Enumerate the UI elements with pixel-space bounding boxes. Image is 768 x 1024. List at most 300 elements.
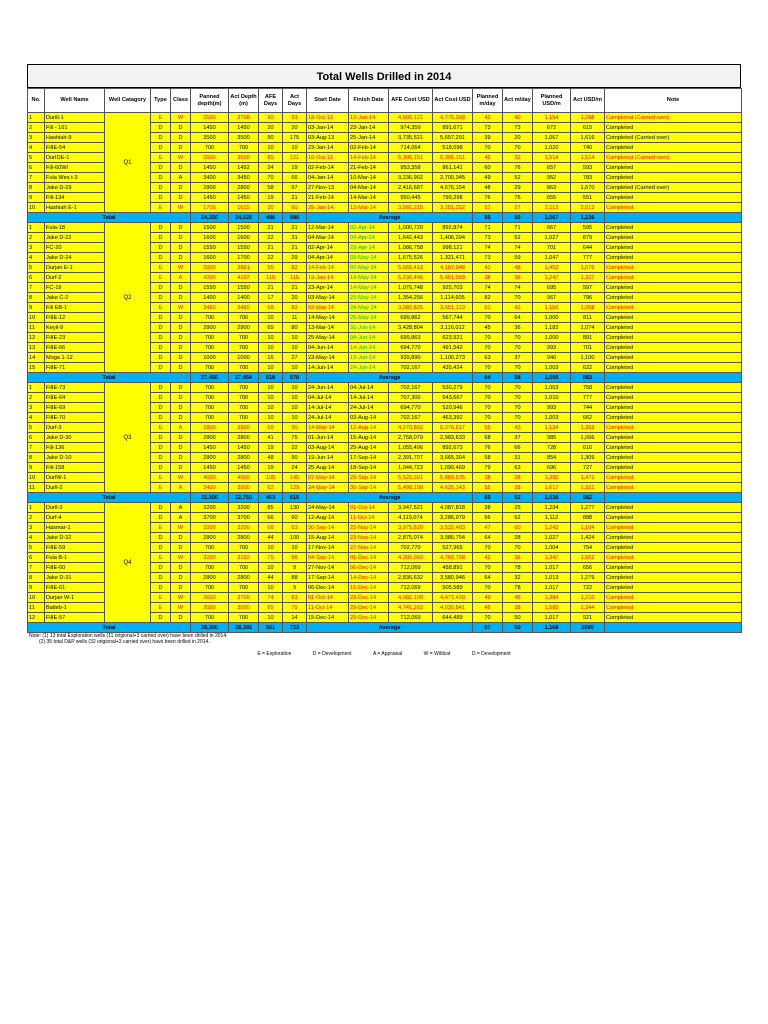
cell-no: 2 — [28, 123, 45, 133]
total-row — [28, 623, 742, 633]
cell-act-days: 10 — [283, 143, 307, 153]
cell-finish-date: 24-May-14 — [349, 303, 389, 313]
cell-finish-date: 25-Jan-14 — [349, 133, 389, 143]
cell-act-cost: 3,286,979 — [433, 513, 473, 523]
cell-planned-depth: 3800 — [191, 423, 229, 433]
cell-well-name: Jake D-30 — [45, 433, 105, 443]
cell-afe-days: 16 — [259, 353, 283, 363]
cell-planned-usdm: 655 — [533, 193, 571, 203]
cell-act-days: 145 — [283, 473, 307, 483]
cell-act-depth: 700 — [229, 383, 259, 393]
cell-planned-depth: 700 — [191, 313, 229, 323]
cell-afe-cost: 5,236,446 — [389, 273, 433, 283]
cell-start-date: 04-Apr-14 — [307, 253, 349, 263]
cell-type: D — [151, 233, 171, 243]
cell-no: 6 — [28, 163, 45, 173]
cell-act-cost: 567,744 — [433, 313, 473, 323]
cell-no: 10 — [28, 593, 45, 603]
cell-finish-date: 23-Dec-14 — [349, 593, 389, 603]
column-header: Well Catagory — [105, 89, 151, 113]
cell-planned-depth: 1400 — [191, 293, 229, 303]
cell-note: Completed — [605, 463, 742, 473]
cell-act-usdm: 811 — [571, 313, 605, 323]
cell-planned-usdm: 1,003 — [533, 413, 571, 423]
cell-no: 6 — [28, 553, 45, 563]
cell-finish-date: 31-Jun-14 — [349, 323, 389, 333]
cell-note: Completed — [605, 583, 742, 593]
cell-act-depth: 3500 — [229, 133, 259, 143]
cell-act-usdm: 1,279 — [571, 573, 605, 583]
cell-type: D — [151, 503, 171, 513]
cell-act-usdm: 1,277 — [571, 503, 605, 513]
cell-planned-mday: 70 — [473, 403, 503, 413]
cell-act-depth: 4107 — [229, 273, 259, 283]
cell-finish-date: 23-Apr-14 — [349, 243, 389, 253]
cell-no: 12 — [28, 613, 45, 623]
cell-type: D — [151, 193, 171, 203]
cell-finish-date: 12-Aug-14 — [349, 423, 389, 433]
cell-finish-date: 29-Dec-14 — [349, 603, 389, 613]
cell-well-name: FilIE-54 — [45, 143, 105, 153]
cell-act-mday: 48 — [503, 263, 533, 273]
cell-act-days: 10 — [283, 383, 307, 393]
cell-planned-depth: 2800 — [191, 183, 229, 193]
cell-planned-depth: 700 — [191, 393, 229, 403]
cell-act-usdm: 1,616 — [571, 133, 605, 143]
cell-afe-cost: 5,498,198 — [389, 483, 433, 493]
avg-planned-mday: 65 — [473, 493, 503, 503]
cell-act-depth: 700 — [229, 333, 259, 343]
cell-act-mday: 70 — [503, 293, 533, 303]
cell-planned-mday: 49 — [473, 173, 503, 183]
cell-well-name: DurlW-1 — [45, 473, 105, 483]
table-row — [28, 503, 742, 513]
total-afe-days: 403 — [259, 493, 283, 503]
cell-class: D — [171, 573, 191, 583]
cell-act-mday: 28 — [503, 483, 533, 493]
cell-act-depth: 3900 — [229, 423, 259, 433]
total-planned-depth: 22,500 — [191, 493, 229, 503]
cell-act-depth: 4000 — [229, 473, 259, 483]
cell-act-days: 10 — [283, 403, 307, 413]
cell-act-cost: 3,251,252 — [433, 203, 473, 213]
cell-afe-cost: 953,358 — [389, 163, 433, 173]
cell-afe-days: 22 — [259, 253, 283, 263]
cell-planned-depth: 2800 — [191, 453, 229, 463]
cell-planned-depth: 3000 — [191, 603, 229, 613]
cell-class: D — [171, 233, 191, 243]
cell-well-name: Durili-1 — [45, 113, 105, 123]
cell-finish-date: 23-Jan-14 — [349, 123, 389, 133]
cell-act-mday: 50 — [503, 613, 533, 623]
cell-planned-usdm: 1,453 — [533, 263, 571, 273]
cell-note: Completed — [605, 353, 742, 363]
cell-afe-cost: 939,890 — [389, 353, 433, 363]
cell-afe-days: 44 — [259, 533, 283, 543]
cell-act-cost: 998,121 — [433, 243, 473, 253]
cell-note: Completed — [605, 503, 742, 513]
cell-class: W — [171, 593, 191, 603]
total-act-days: 680 — [283, 213, 307, 223]
cell-start-date: 02-Apr-14 — [307, 243, 349, 253]
cell-planned-mday: 47 — [473, 523, 503, 533]
cell-note: Completed — [605, 203, 742, 213]
cell-planned-depth: 1550 — [191, 243, 229, 253]
cell-afe-days: 75 — [259, 553, 283, 563]
cell-afe-days: 10 — [259, 583, 283, 593]
column-header: Type — [151, 89, 171, 113]
cell-quarter: Q2 — [105, 223, 151, 373]
cell-act-days: 10 — [283, 343, 307, 353]
cell-act-mday: 31 — [503, 453, 533, 463]
cell-finish-date: 03-May-14 — [349, 253, 389, 263]
cell-planned-mday: 38 — [473, 273, 503, 283]
legend-exploration: E = Exploration — [257, 651, 292, 657]
cell-well-name: Moga 1-12 — [45, 353, 105, 363]
cell-finish-date: 14-Jul-14 — [349, 393, 389, 403]
cell-planned-mday: 60 — [473, 163, 503, 173]
cell-class: D — [171, 313, 191, 323]
cell-finish-date: 06-Dec-14 — [349, 563, 389, 573]
cell-act-days: 21 — [283, 193, 307, 203]
cell-act-cost: 1,100,273 — [433, 353, 473, 363]
cell-start-date: 03-Mar-14 — [307, 303, 349, 313]
cell-afe-days: 10 — [259, 563, 283, 573]
note-2: (2) 35 total D&P wells (32 origional+3 carried over) have been drilled in 2014. — [39, 639, 210, 645]
cell-act-cost: 2,983,633 — [433, 433, 473, 443]
cell-start-date: 16-Oct-13 — [307, 153, 349, 163]
cell-act-depth: 1450 — [229, 463, 259, 473]
cell-finish-date: 15-Dec-14 — [349, 583, 389, 593]
cell-class: W — [171, 553, 191, 563]
cell-start-date: 25-May-14 — [307, 333, 349, 343]
cell-planned-depth: 1450 — [191, 463, 229, 473]
cell-act-mday: 70 — [503, 383, 533, 393]
cell-act-depth: 2800 — [229, 573, 259, 583]
column-header: No. — [28, 89, 45, 113]
cell-finish-date: 04-Mar-14 — [349, 183, 389, 193]
cell-afe-days: 85 — [259, 503, 283, 513]
cell-afe-days: 21 — [259, 243, 283, 253]
avg-act-usdm: 1090 — [571, 623, 605, 633]
cell-act-mday: 29 — [503, 183, 533, 193]
cell-act-usdm: 1,471 — [571, 473, 605, 483]
cell-class: W — [171, 263, 191, 273]
column-header: Class — [171, 89, 191, 113]
cell-planned-mday: 39 — [473, 133, 503, 143]
cell-afe-cost: 3,428,804 — [389, 323, 433, 333]
cell-planned-depth: 3200 — [191, 523, 229, 533]
cell-start-date: 14-Jun-14 — [307, 363, 349, 373]
cell-note: Completed — [605, 173, 742, 183]
cell-act-depth: 700 — [229, 613, 259, 623]
cell-act-cost: 4,187,948 — [433, 263, 473, 273]
cell-act-mday: 36 — [503, 323, 533, 333]
legend-development-2: D = Development — [471, 651, 511, 657]
cell-type: D — [151, 323, 171, 333]
cell-start-date: 12-Aug-14 — [307, 513, 349, 523]
cell-class: D — [171, 393, 191, 403]
cell-start-date: 27-Nov-13 — [307, 183, 349, 193]
cell-afe-days: 20 — [259, 123, 283, 133]
cell-note: Completed — [605, 343, 742, 353]
cell-planned-mday: 73 — [473, 253, 503, 263]
cell-act-days: 10 — [283, 363, 307, 373]
cell-note: Completed — [605, 363, 742, 373]
cell-finish-date: 01-Oct-14 — [349, 503, 389, 513]
cell-class: A — [171, 273, 191, 283]
cell-act-cost: 3,580,946 — [433, 573, 473, 583]
cell-well-name: Jake D-31 — [45, 573, 105, 583]
average-label: Average — [307, 493, 473, 503]
cell-afe-cost: 2,391,707 — [389, 453, 433, 463]
cell-act-depth: 700 — [229, 363, 259, 373]
cell-afe-days: 110 — [259, 273, 283, 283]
column-header: Start Date — [307, 89, 349, 113]
cell-planned-mday: 70 — [473, 413, 503, 423]
cell-act-depth: 1550 — [229, 243, 259, 253]
cell-act-days: 21 — [283, 223, 307, 233]
cell-no: 11 — [28, 603, 45, 613]
cell-no: 3 — [28, 133, 45, 143]
avg-planned-mday: 64 — [473, 373, 503, 383]
cell-start-date: 24-May-14 — [307, 503, 349, 513]
cell-act-days: 9 — [283, 583, 307, 593]
cell-act-cost: 1,406,294 — [433, 233, 473, 243]
cell-afe-cost: 5,665,413 — [389, 263, 433, 273]
cell-no: 8 — [28, 453, 45, 463]
cell-planned-depth: 1600 — [191, 253, 229, 263]
cell-act-cost: 5,276,617 — [433, 423, 473, 433]
column-header: Act USD/m — [571, 89, 605, 113]
cell-afe-days: 22 — [259, 233, 283, 243]
cell-finish-date: 21-Feb-14 — [349, 163, 389, 173]
cell-afe-days: 10 — [259, 403, 283, 413]
cell-well-name: Hashiah-9 — [45, 133, 105, 143]
cell-act-days: 10 — [283, 543, 307, 553]
cell-well-name: FilIE-12 — [45, 313, 105, 323]
cell-afe-cost: 3,735,521 — [389, 133, 433, 143]
cell-afe-cost: 702,167 — [389, 363, 433, 373]
cell-afe-cost: 3,989,825 — [389, 303, 433, 313]
cell-act-mday: 64 — [503, 313, 533, 323]
cell-act-days: 27 — [283, 353, 307, 363]
total-note-blank — [605, 623, 742, 633]
cell-no: 10 — [28, 313, 45, 323]
cell-act-mday: 32 — [503, 153, 533, 163]
cell-no: 11 — [28, 483, 45, 493]
cell-act-mday: 60 — [503, 523, 533, 533]
cell-act-cost: 491,542 — [433, 343, 473, 353]
cell-class: D — [171, 533, 191, 543]
cell-afe-cost: 3,947,521 — [389, 503, 433, 513]
cell-start-date: 14-May-14 — [307, 313, 349, 323]
avg-act-mday: 50 — [503, 623, 533, 633]
cell-act-days: 129 — [283, 483, 307, 493]
cell-act-cost: 458,891 — [433, 563, 473, 573]
cell-finish-date: 04-Apr-14 — [349, 233, 389, 243]
cell-type: D — [151, 143, 171, 153]
cell-type: D — [151, 353, 171, 363]
cell-type: E — [151, 303, 171, 313]
cell-type: E — [151, 473, 171, 483]
cell-planned-depth: 4200 — [191, 273, 229, 283]
cell-act-usdm: 662 — [571, 413, 605, 423]
cell-act-usdm: 644 — [571, 243, 605, 253]
cell-act-cost: 530,279 — [433, 383, 473, 393]
cell-act-days: 115 — [283, 273, 307, 283]
cell-act-mday: 71 — [503, 223, 533, 233]
cell-no: 5 — [28, 263, 45, 273]
cell-afe-days: 10 — [259, 383, 283, 393]
cell-type: E — [151, 423, 171, 433]
cell-note: Completed — [605, 603, 742, 613]
cell-act-depth: 2800 — [229, 433, 259, 443]
sheet-title: Total Wells Drilled in 2014 — [27, 64, 741, 88]
cell-start-date: 14-Feb-14 — [307, 263, 349, 273]
cell-planned-usdm: 667 — [533, 223, 571, 233]
cell-act-mday: 36 — [503, 553, 533, 563]
cell-planned-mday: 41 — [473, 263, 503, 273]
cell-act-cost: 644,489 — [433, 613, 473, 623]
cell-no: 13 — [28, 343, 45, 353]
total-label: Total — [28, 493, 191, 503]
cell-act-cost: 4,087,818 — [433, 503, 473, 513]
cell-finish-date: 01-Dec-14 — [349, 553, 389, 563]
wells-table — [27, 88, 742, 633]
cell-start-date: 15-Dec-14 — [307, 613, 349, 623]
cell-class: D — [171, 563, 191, 573]
cell-afe-days: 21 — [259, 283, 283, 293]
cell-finish-date: 19-Jun-14 — [349, 353, 389, 363]
cell-start-date: 24-May-14 — [307, 483, 349, 493]
cell-afe-cost: 1,642,443 — [389, 233, 433, 243]
cell-start-date: 19-Jun-14 — [307, 453, 349, 463]
cell-afe-cost: 712,069 — [389, 563, 433, 573]
cell-act-days: 10 — [283, 333, 307, 343]
cell-act-depth: 700 — [229, 583, 259, 593]
cell-act-depth: 1400 — [229, 293, 259, 303]
cell-well-name: Jake D-10 — [45, 453, 105, 463]
note-1: Note: (1) 13 total Exploration wells (11 origional+3 carried over) have been drilled in 2014. — [29, 633, 228, 639]
cell-afe-cost: 5,520,391 — [389, 473, 433, 483]
column-header: Act Cost USD — [433, 89, 473, 113]
column-header: AFE Days — [259, 89, 283, 113]
cell-act-cost: 518,098 — [433, 143, 473, 153]
cell-note: Completed — [605, 473, 742, 483]
total-act-depth: 28,392 — [229, 623, 259, 633]
cell-planned-depth: 700 — [191, 143, 229, 153]
cell-act-mday: 70 — [503, 543, 533, 553]
cell-well-name: Fili-134 — [45, 193, 105, 203]
cell-afe-cost: 2,836,632 — [389, 573, 433, 583]
cell-start-date: 03-Aug-14 — [307, 443, 349, 453]
cell-planned-depth: 3400 — [191, 483, 229, 493]
cell-well-name: Durf-4 — [45, 513, 105, 523]
cell-well-name: Jake D-29 — [45, 183, 105, 193]
cell-act-usdm: 1,670 — [571, 183, 605, 193]
column-header: Act Depth (m) — [229, 89, 259, 113]
cell-afe-cost: 1,000,720 — [389, 223, 433, 233]
cell-act-depth: 3708 — [229, 113, 259, 123]
cell-act-days: 31 — [283, 233, 307, 243]
cell-planned-usdm: 1,013 — [533, 573, 571, 583]
cell-act-cost: 4,625,143 — [433, 483, 473, 493]
cell-well-name: Hashiah E-1 — [45, 203, 105, 213]
cell-planned-mday: 38 — [473, 473, 503, 483]
cell-class: W — [171, 153, 191, 163]
cell-afe-cost: 4,982,109 — [389, 593, 433, 603]
cell-no: 11 — [28, 323, 45, 333]
cell-planned-depth: 700 — [191, 403, 229, 413]
cell-act-cost: 1,321,471 — [433, 253, 473, 263]
cell-planned-mday: 48 — [473, 183, 503, 193]
cell-planned-usdm: 1,124 — [533, 423, 571, 433]
cell-planned-usdm: 993 — [533, 343, 571, 353]
cell-act-days: 90 — [283, 453, 307, 463]
cell-act-days: 10 — [283, 393, 307, 403]
cell-act-days: 121 — [283, 153, 307, 163]
table-row — [28, 383, 742, 393]
cell-act-cost: 5,451,059 — [433, 273, 473, 283]
cell-act-mday: 70 — [503, 333, 533, 343]
cell-planned-mday: 57 — [473, 203, 503, 213]
cell-type: D — [151, 513, 171, 523]
cell-type: D — [151, 313, 171, 323]
cell-note: Completed — [605, 453, 742, 463]
cell-afe-days: 19 — [259, 443, 283, 453]
cell-planned-mday: 64 — [473, 533, 503, 543]
cell-no: 5 — [28, 543, 45, 553]
cell-no: 2 — [28, 393, 45, 403]
cell-act-cost: 543,667 — [433, 393, 473, 403]
cell-afe-days: 17 — [259, 293, 283, 303]
cell-note: Completed — [605, 283, 742, 293]
cell-type: D — [151, 133, 171, 143]
cell-finish-date: 25-Aug-14 — [349, 443, 389, 453]
cell-finish-date: 25-May-14 — [349, 313, 389, 323]
avg-act-mday: 50 — [503, 213, 533, 223]
cell-act-mday: 25 — [503, 503, 533, 513]
cell-planned-mday: 55 — [473, 483, 503, 493]
cell-no: 7 — [28, 283, 45, 293]
cell-planned-depth: 3500 — [191, 133, 229, 143]
cell-afe-days: 62 — [259, 483, 283, 493]
cell-planned-depth: 700 — [191, 613, 229, 623]
cell-type: D — [151, 183, 171, 193]
cell-afe-days: 10 — [259, 613, 283, 623]
cell-planned-mday: 70 — [473, 563, 503, 573]
cell-act-depth: 700 — [229, 143, 259, 153]
cell-act-mday: 42 — [503, 303, 533, 313]
cell-no: 4 — [28, 143, 45, 153]
cell-start-date: 18-Oct-13 — [307, 113, 349, 123]
cell-planned-depth: 3500 — [191, 113, 229, 123]
cell-afe-cost: 974,359 — [389, 123, 433, 133]
cell-act-depth: 1000 — [229, 353, 259, 363]
cell-planned-mday: 38 — [473, 503, 503, 513]
cell-start-date: 19-Jan-14 — [307, 273, 349, 283]
cell-start-date: 04-Jan-14 — [307, 173, 349, 183]
cell-class: D — [171, 193, 191, 203]
cell-start-date: 23-Jan-14 — [307, 143, 349, 153]
cell-afe-cost: 1,675,526 — [389, 253, 433, 263]
cell-planned-usdm: 696 — [533, 463, 571, 473]
cell-afe-cost: 4,270,802 — [389, 423, 433, 433]
cell-act-days: 14 — [283, 613, 307, 623]
column-header: Well Name — [45, 89, 105, 113]
cell-finish-date: 13-Mar-14 — [349, 203, 389, 213]
